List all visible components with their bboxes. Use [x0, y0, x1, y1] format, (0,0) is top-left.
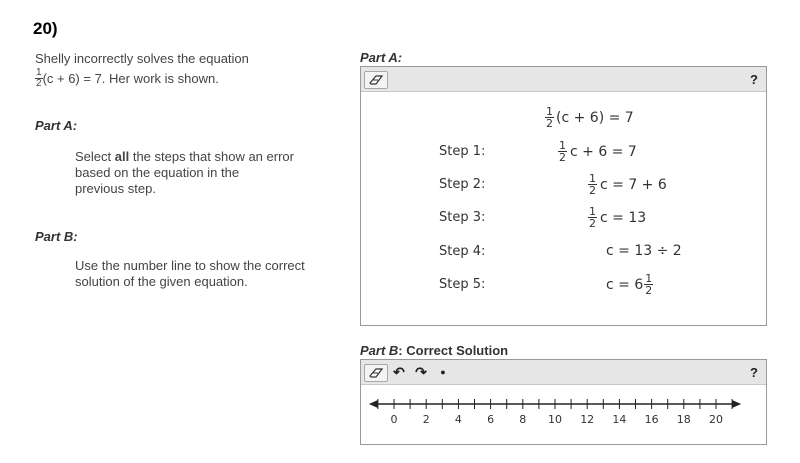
help-button[interactable]: ?	[750, 364, 758, 380]
tick-label: 2	[422, 413, 430, 426]
eraser-icon[interactable]	[364, 71, 388, 89]
panel-a	[360, 66, 767, 326]
eraser-icon-graphic	[368, 367, 384, 379]
tick-label: 12	[580, 413, 595, 426]
undo-icon[interactable]: ↶	[393, 363, 405, 380]
panel-b	[360, 359, 767, 445]
step-4-label[interactable]: Step 4:	[439, 244, 486, 259]
part-b-heading: Part B:	[35, 229, 78, 244]
step-5-label[interactable]: Step 5:	[439, 277, 486, 292]
step-3-label[interactable]: Step 3:	[439, 210, 486, 225]
eraser-icon[interactable]	[364, 364, 388, 382]
eraser-icon-graphic	[368, 74, 384, 86]
panel-b-toolbar	[361, 360, 766, 385]
step-4-expression[interactable]: c = 13 ÷ 2	[606, 243, 682, 259]
question-number: 20)	[33, 19, 58, 38]
help-button[interactable]: ?	[750, 71, 758, 87]
intro-line-2	[35, 68, 219, 89]
original-equation: $\frac{1}{2}$ (c + 6) = 7	[546, 105, 634, 130]
intro-line-1: Shelly incorrectly solves the equation	[35, 51, 249, 66]
panel-a-toolbar	[361, 67, 766, 92]
part-b-instructions: Use the number line to show the correct solution of the given equation.	[75, 258, 305, 289]
step-1-label[interactable]: Step 1:	[439, 144, 486, 159]
step-3-expression[interactable]: $\frac{1}{2}$ c = 13	[589, 205, 647, 230]
tick-label: 14	[612, 413, 627, 426]
tick-label: 4	[454, 413, 462, 426]
tick-label: 8	[519, 413, 527, 426]
point-tool-icon[interactable]: ●	[440, 367, 446, 377]
step-2-label[interactable]: Step 2:	[439, 177, 486, 192]
intro-equation-text: (c + 6) = 7. Her work is shown.	[42, 71, 219, 86]
redo-icon[interactable]: ↷	[415, 363, 427, 380]
step-2-expression[interactable]: $\frac{1}{2}$ c = 7 + 6	[589, 172, 667, 197]
tick-label: 10	[548, 413, 562, 426]
left-arrow-icon	[369, 400, 378, 408]
tick-label: 0	[390, 413, 398, 426]
panel-b-title: Part B: Correct Solution	[360, 343, 509, 358]
step-5-expression[interactable]: c = 6 $\frac{1}{2}$	[606, 272, 653, 297]
tick-label: 16	[644, 413, 659, 426]
tick-label: 18	[676, 413, 691, 426]
panel-a-title: Part A:	[360, 50, 403, 65]
number-line[interactable]	[361, 385, 766, 445]
tick-label: 20	[709, 413, 723, 426]
step-1-expression[interactable]: $\frac{1}{2}$ c + 6 = 7	[559, 139, 637, 164]
intro-fraction: $\frac{1}{2}$	[36, 67, 42, 89]
part-a-heading: Part A:	[35, 118, 78, 133]
tick-label: 6	[487, 413, 495, 426]
right-arrow-icon	[732, 400, 741, 408]
part-a-instructions: Select all the steps that show an error based on the equation in the previous step.	[75, 149, 294, 196]
